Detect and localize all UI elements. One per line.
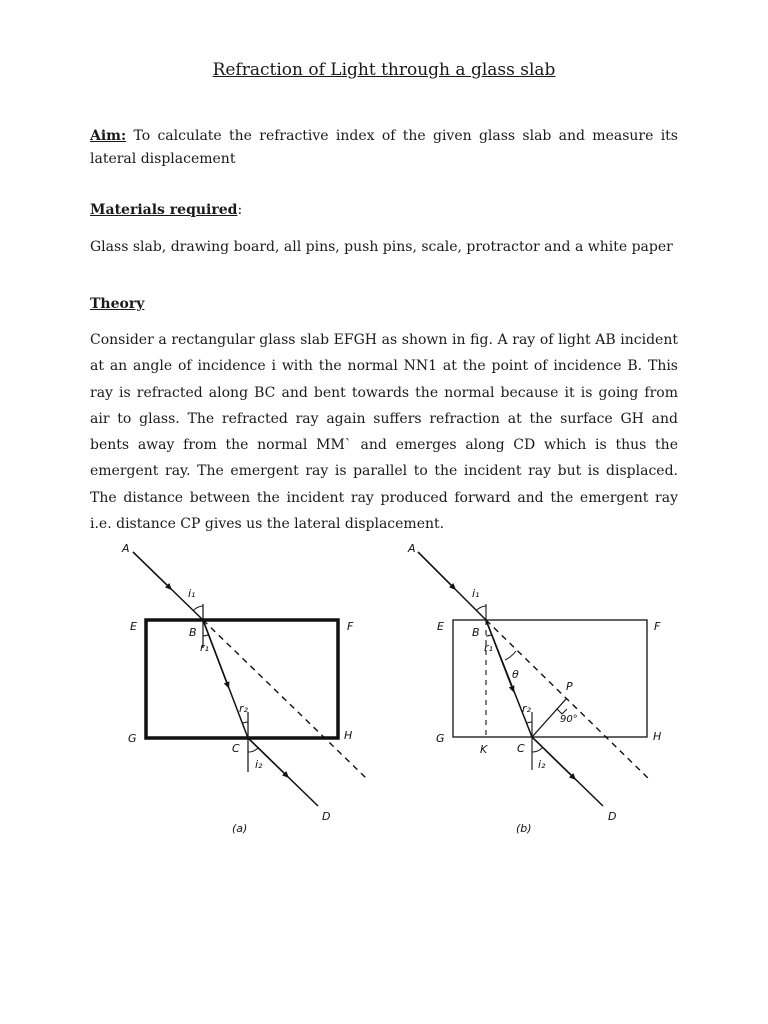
incident-produced-b	[486, 620, 650, 780]
label-b-r2: r₂	[522, 702, 531, 715]
label-b-r1: r₁	[484, 641, 493, 654]
label-b-theta: θ	[512, 668, 519, 681]
label-b-i2: i₂	[538, 758, 546, 771]
label-b-point-b: B	[472, 626, 480, 639]
aim-label: Aim:	[90, 128, 127, 144]
label-a-point-f: F	[347, 620, 354, 633]
label-b-point-p: P	[566, 680, 573, 693]
glass-slab-b	[453, 620, 647, 737]
figure-b	[407, 542, 661, 835]
label-b-point-a: A	[408, 542, 416, 555]
label-b-point-k: K	[480, 743, 488, 756]
label-a-point-e: E	[130, 620, 137, 633]
label-a-point-d: D	[322, 810, 331, 823]
materials-text: Glass slab, drawing board, all pins, push pins, scale, protractor and a white paper	[90, 239, 673, 255]
label-b-point-g: G	[436, 732, 445, 745]
label-a-point-c: C	[232, 742, 240, 755]
label-a-r2: r₂	[239, 702, 248, 715]
caption-b: (b)	[516, 822, 532, 835]
label-b-point-c: C	[517, 742, 525, 755]
label-a-point-g: G	[128, 732, 137, 745]
label-b-point-e: E	[437, 620, 444, 633]
label-b-point-f: F	[654, 620, 661, 633]
theory-heading: Theory	[90, 296, 145, 312]
page-title: Refraction of Light through a glass slab	[212, 60, 556, 80]
caption-a: (a)	[232, 822, 248, 835]
incident-produced-a	[203, 620, 366, 778]
label-b-90-degrees: 90°	[560, 714, 578, 725]
theory-text: Consider a rectangular glass slab EFGH as shown in fig. A ray of light AB incident at an angle of incidence i with the normal NN1 at the point of incidence B. This ray is refracted along BC and bent towards the normal because it is going from air to glass. The refracted ray again suffers refraction at the surface GH and bents away from the normal MM` and emerges along CD which is thus the emergent ray. The emergent ray is parallel to the incident ray but is displaced. The distance between the incident ray produced forward and the emergent ray i.e. distance CP gives us the lateral displacement.	[90, 332, 678, 533]
label-a-point-h: H	[344, 729, 353, 742]
label-a-r1: r₁	[200, 641, 209, 654]
label-b-point-h: H	[653, 730, 662, 743]
label-a-point-b: B	[189, 626, 197, 639]
figure-a	[121, 542, 366, 835]
label-a-point-a: A	[122, 542, 130, 555]
label-a-i1: i₁	[188, 587, 196, 600]
materials-heading: Materials required	[90, 202, 238, 218]
materials-colon: :	[237, 202, 243, 218]
aim-text: To calculate the refractive index of the given glass slab and measure its lateral displacement	[90, 128, 678, 167]
label-b-i1: i₁	[472, 587, 480, 600]
label-a-i2: i₂	[255, 758, 263, 771]
label-b-point-d: D	[608, 810, 617, 823]
